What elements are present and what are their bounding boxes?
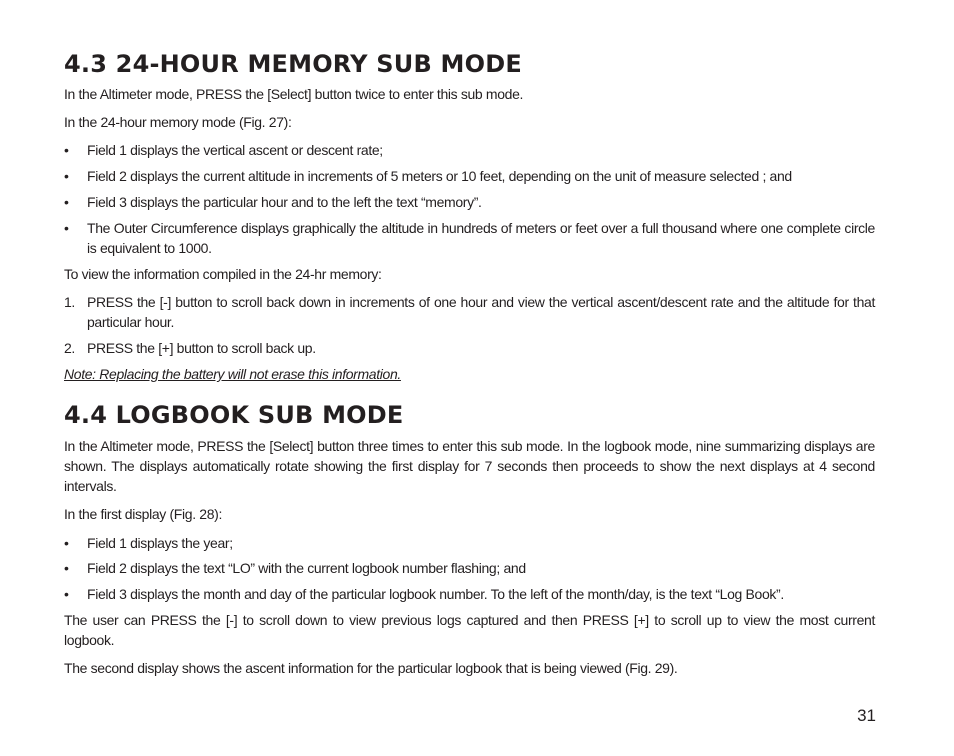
logbook-bullet-3	[64, 584, 875, 604]
memory-bullet-2	[64, 166, 875, 186]
logbook-bullet-2	[64, 558, 875, 578]
bullet-marker: •	[64, 194, 69, 210]
step-number: 1.	[64, 294, 75, 310]
memory-bullet-1	[64, 140, 875, 160]
battery-note: Note: Replacing the battery will not erase this information.	[64, 366, 401, 382]
bullet-text: Field 1 displays the vertical ascent or descent rate;	[87, 142, 383, 158]
bullet-marker: •	[64, 168, 69, 184]
step-text: PRESS the [-] button to scroll back down in increments of one hour and view the vertical ascent/descent rate and the altitude for that particular hour.	[87, 294, 875, 330]
bullet-text: Field 2 displays the text “LO” with the current logbook number flashing; and	[87, 560, 526, 576]
memory-lead: In the 24-hour memory mode (Fig. 27):	[64, 114, 292, 130]
logbook-lead: In the first display (Fig. 28):	[64, 506, 222, 522]
bullet-marker: •	[64, 142, 69, 158]
memory-intro: In the Altimeter mode, PRESS the [Select] button twice to enter this sub mode.	[64, 86, 524, 102]
logbook-second-display: The second display shows the ascent information for the particular logbook that is being viewed (Fig. 29).	[64, 660, 678, 676]
logbook-intro: In the Altimeter mode, PRESS the [Select] button three times to enter this sub mode. In the logbook mode, nine summarizing displays are shown. The displays automatically rotate showing the first display for 7 seconds then proceeds to show the next displays at 4 second intervals.	[64, 438, 875, 494]
logbook-scroll-text: The user can PRESS the [-] to scroll down to view previous logs captured and then PRESS [+] to scroll up to view the most current logbook.	[64, 612, 875, 648]
section-title-logbook: 4.4 LOGBOOK SUB MODE	[64, 401, 404, 429]
memory-bullet-3	[64, 192, 875, 212]
bullet-marker: •	[64, 560, 69, 576]
step-number: 2.	[64, 340, 75, 356]
bullet-text: Field 3 displays the particular hour and to the left the text “memory”.	[87, 194, 482, 210]
bullet-marker: •	[64, 535, 69, 551]
memory-view-lead: To view the information compiled in the 24-hr memory:	[64, 266, 382, 282]
bullet-text: Field 2 displays the current altitude in increments of 5 meters or 10 feet, depending on the unit of measure selected ; and	[87, 168, 792, 184]
bullet-marker: •	[64, 586, 69, 602]
memory-step-1	[64, 292, 875, 332]
bullet-marker: •	[64, 220, 69, 236]
logbook-bullet-1	[64, 533, 875, 553]
bullet-text: The Outer Circumference displays graphically the altitude in hundreds of meters or feet over a full thousand where one complete circle is equivalent to 1000.	[87, 220, 875, 256]
step-text: PRESS the [+] button to scroll back up.	[87, 340, 316, 356]
bullet-text: Field 3 displays the month and day of the particular logbook number. To the left of the month/day, is the text “Log Book”.	[87, 586, 784, 602]
memory-bullet-4	[64, 218, 875, 258]
memory-step-2	[64, 338, 875, 358]
bullet-text: Field 1 displays the year;	[87, 535, 233, 551]
page-number: 31	[857, 706, 876, 725]
section-title-memory: 4.3 24-HOUR MEMORY SUB MODE	[64, 50, 522, 78]
